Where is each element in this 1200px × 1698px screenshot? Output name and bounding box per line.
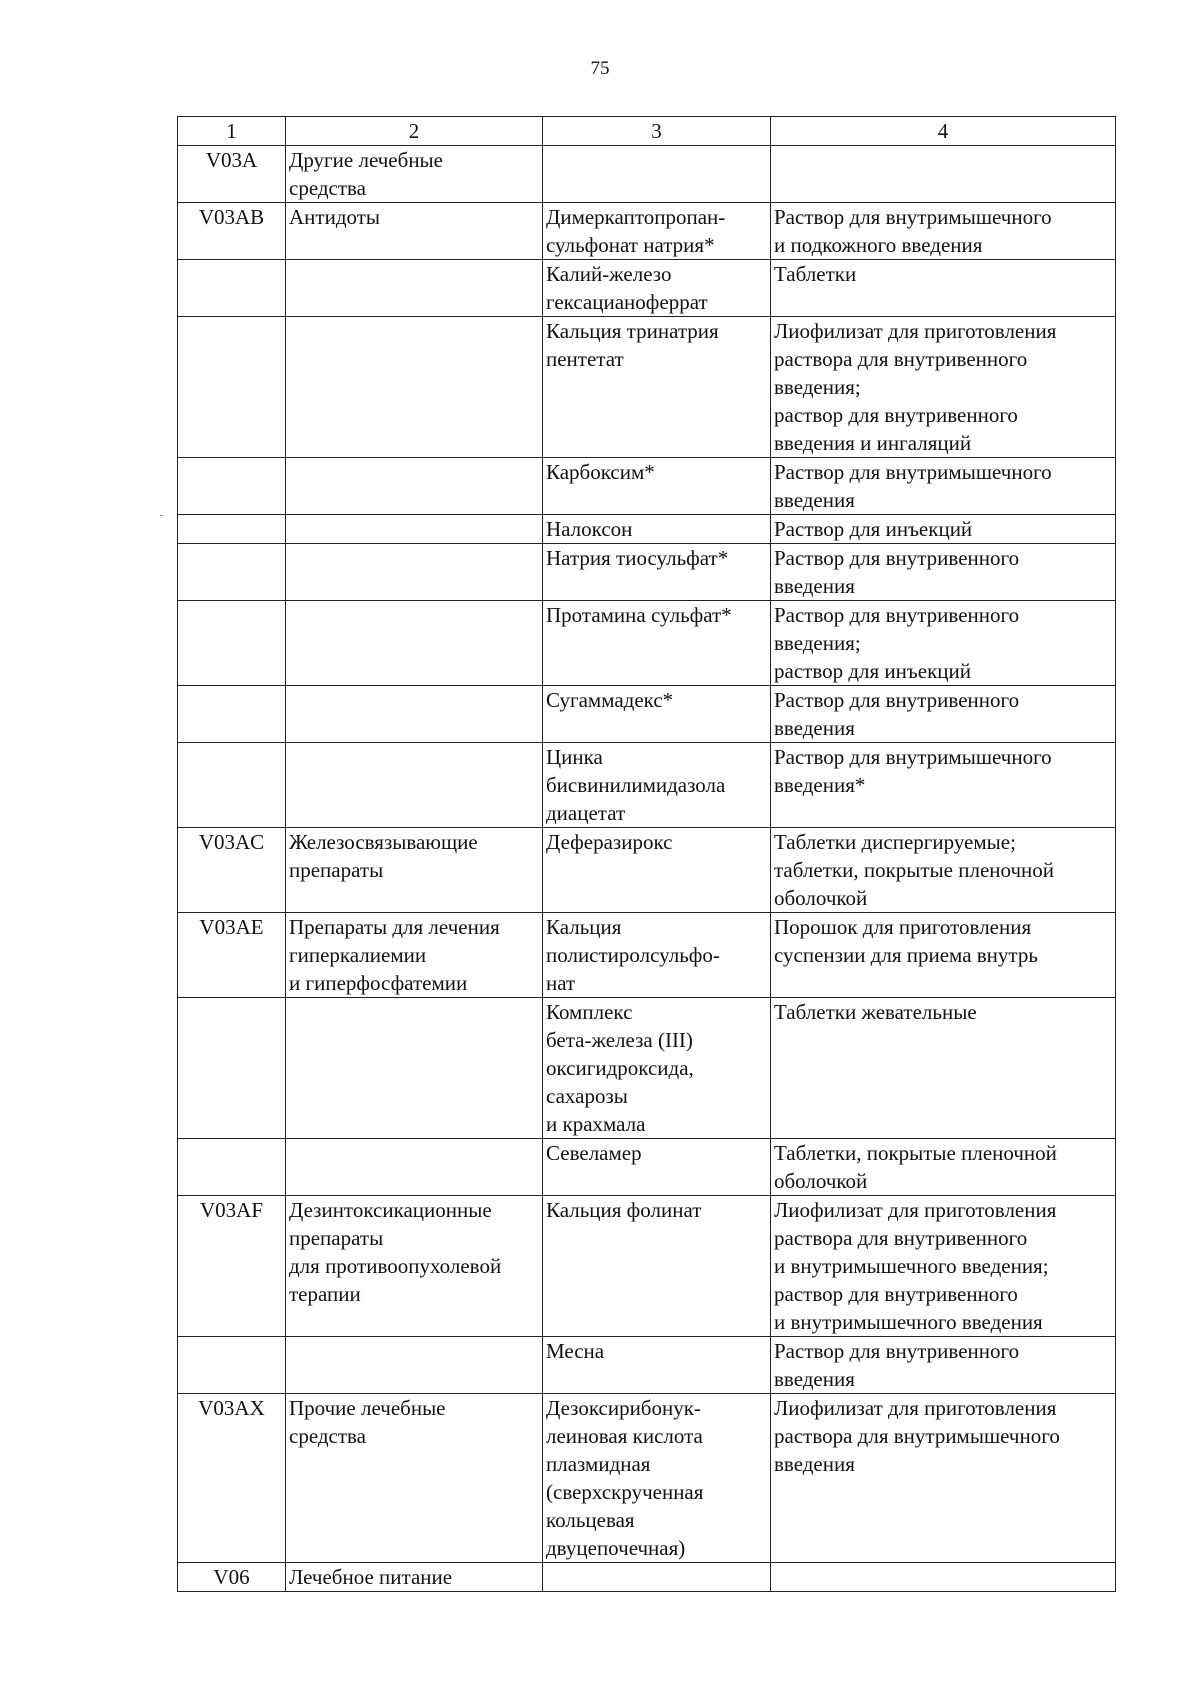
cell-drug: Кальция тринатрия пентетат bbox=[543, 317, 771, 458]
cell-form: Лиофилизат для приготовления раствора для внутривенного и внутримышечного введения; раствор для внутривенного и внутримышечного введения bbox=[771, 1196, 1116, 1337]
cell-code: V03AF bbox=[178, 1196, 286, 1337]
cell-form: Порошок для приготовления суспензии для приема внутрь bbox=[771, 913, 1116, 998]
cell-drug: Севеламер bbox=[543, 1139, 771, 1196]
table-row bbox=[178, 203, 1116, 260]
cell-drug: Цинка бисвинилимидазола диацетат bbox=[543, 743, 771, 828]
cell-code: V03AX bbox=[178, 1394, 286, 1563]
table-row bbox=[178, 1394, 1116, 1563]
cell-code bbox=[178, 260, 286, 317]
cell-group bbox=[286, 260, 543, 317]
cell-drug: Дезоксирибонук- леиновая кислота плазмидная (сверхскрученная кольцевая двуцепочечная) bbox=[543, 1394, 771, 1563]
cell-group bbox=[286, 686, 543, 743]
table-row bbox=[178, 1196, 1116, 1337]
cell-form: Лиофилизат для приготовления раствора для внутримышечного введения bbox=[771, 1394, 1116, 1563]
cell-form: Таблетки жевательные bbox=[771, 998, 1116, 1139]
table-row bbox=[178, 515, 1116, 544]
cell-form: Раствор для внутривенного введения bbox=[771, 1337, 1116, 1394]
cell-group bbox=[286, 743, 543, 828]
table-row bbox=[178, 1139, 1116, 1196]
cell-form: Раствор для внутримышечного и подкожного введения bbox=[771, 203, 1116, 260]
cell-group bbox=[286, 601, 543, 686]
cell-form: Раствор для внутримышечного введения* bbox=[771, 743, 1116, 828]
cell-group bbox=[286, 317, 543, 458]
cell-code bbox=[178, 1139, 286, 1196]
cell-group: Лечебное питание bbox=[286, 1563, 543, 1592]
cell-code: V03AB bbox=[178, 203, 286, 260]
table-row bbox=[178, 743, 1116, 828]
cell-code: V06 bbox=[178, 1563, 286, 1592]
cell-form bbox=[771, 1563, 1116, 1592]
margin-mark bbox=[160, 515, 163, 516]
header-cell-code: 1 bbox=[178, 117, 286, 146]
cell-code bbox=[178, 1337, 286, 1394]
cell-form: Раствор для внутримышечного введения bbox=[771, 458, 1116, 515]
table-row bbox=[178, 998, 1116, 1139]
table-row bbox=[178, 1563, 1116, 1592]
cell-code: V03A bbox=[178, 146, 286, 203]
cell-code bbox=[178, 317, 286, 458]
cell-code bbox=[178, 743, 286, 828]
cell-drug: Кальция фолинат bbox=[543, 1196, 771, 1337]
cell-form: Раствор для внутривенного введения; раствор для инъекций bbox=[771, 601, 1116, 686]
cell-code bbox=[178, 544, 286, 601]
cell-drug: Карбоксим* bbox=[543, 458, 771, 515]
table-row bbox=[178, 458, 1116, 515]
table-row bbox=[178, 913, 1116, 998]
table-row bbox=[178, 601, 1116, 686]
cell-group bbox=[286, 458, 543, 515]
cell-drug: Сугаммадекс* bbox=[543, 686, 771, 743]
cell-code: V03AE bbox=[178, 913, 286, 998]
cell-group bbox=[286, 998, 543, 1139]
cell-group bbox=[286, 1139, 543, 1196]
cell-form: Лиофилизат для приготовления раствора для внутривенного введения; раствор для внутривенного введения и ингаляций bbox=[771, 317, 1116, 458]
cell-drug: Димеркаптопропан- сульфонат натрия* bbox=[543, 203, 771, 260]
header-cell-drug: 3 bbox=[543, 117, 771, 146]
cell-drug: Калий-железо гексацианоферрат bbox=[543, 260, 771, 317]
header-cell-group: 2 bbox=[286, 117, 543, 146]
cell-drug: Кальция полистиролсульфо- нат bbox=[543, 913, 771, 998]
cell-drug: Месна bbox=[543, 1337, 771, 1394]
header-row bbox=[178, 117, 1116, 146]
cell-form bbox=[771, 146, 1116, 203]
cell-group: Препараты для лечения гиперкалиемии и гиперфосфатемии bbox=[286, 913, 543, 998]
cell-code bbox=[178, 998, 286, 1139]
cell-code bbox=[178, 458, 286, 515]
cell-drug: Деферазирокс bbox=[543, 828, 771, 913]
table-row bbox=[178, 1337, 1116, 1394]
cell-code bbox=[178, 515, 286, 544]
cell-group: Антидоты bbox=[286, 203, 543, 260]
cell-code bbox=[178, 686, 286, 743]
table-row bbox=[178, 317, 1116, 458]
cell-form: Раствор для внутривенного введения bbox=[771, 544, 1116, 601]
cell-form: Таблетки, покрытые пленочной оболочкой bbox=[771, 1139, 1116, 1196]
header-cell-form: 4 bbox=[771, 117, 1116, 146]
cell-group: Прочие лечебные средства bbox=[286, 1394, 543, 1563]
cell-group: Другие лечебные средства bbox=[286, 146, 543, 203]
cell-group bbox=[286, 544, 543, 601]
cell-drug bbox=[543, 146, 771, 203]
table-row bbox=[178, 544, 1116, 601]
cell-form: Таблетки bbox=[771, 260, 1116, 317]
cell-group: Железосвязывающие препараты bbox=[286, 828, 543, 913]
table-row bbox=[178, 146, 1116, 203]
table-row bbox=[178, 828, 1116, 913]
cell-group bbox=[286, 1337, 543, 1394]
cell-form: Раствор для инъекций bbox=[771, 515, 1116, 544]
cell-drug bbox=[543, 1563, 771, 1592]
cell-form: Раствор для внутривенного введения bbox=[771, 686, 1116, 743]
cell-drug: Натрия тиосульфат* bbox=[543, 544, 771, 601]
cell-drug: Комплекс бета-железа (III) оксигидроксида, сахарозы и крахмала bbox=[543, 998, 771, 1139]
page-number: 75 bbox=[590, 58, 610, 79]
cell-code: V03AC bbox=[178, 828, 286, 913]
drug-table bbox=[177, 116, 1116, 1592]
cell-code bbox=[178, 601, 286, 686]
table-row bbox=[178, 260, 1116, 317]
cell-group bbox=[286, 515, 543, 544]
table-row bbox=[178, 686, 1116, 743]
cell-drug: Протамина сульфат* bbox=[543, 601, 771, 686]
cell-drug: Налоксон bbox=[543, 515, 771, 544]
cell-form: Таблетки диспергируемые; таблетки, покрытые пленочной оболочкой bbox=[771, 828, 1116, 913]
cell-group: Дезинтоксикационные препараты для противоопухолевой терапии bbox=[286, 1196, 543, 1337]
